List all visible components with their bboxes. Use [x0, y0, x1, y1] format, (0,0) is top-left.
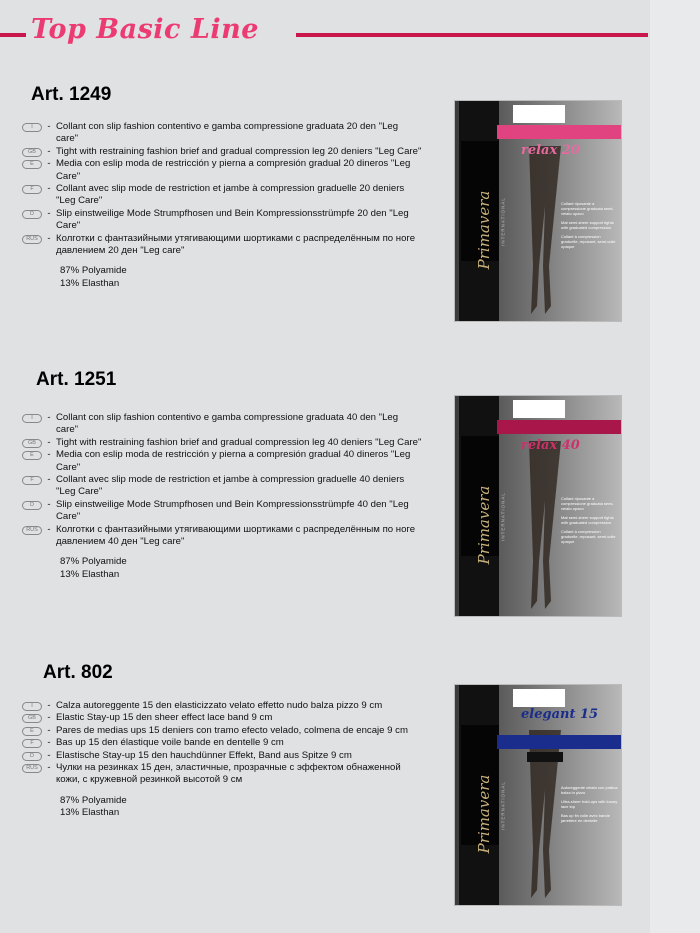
composition-line: 13% Elasthan [60, 277, 120, 289]
package-description [561, 496, 619, 548]
language-flag-icon: D [22, 501, 42, 510]
list-item [22, 499, 422, 524]
brand-sub: INTERNATIONAL [500, 492, 506, 541]
language-flag-icon: F [22, 739, 42, 748]
list-item [22, 437, 422, 449]
description-list [22, 121, 422, 290]
dash: - [47, 412, 51, 423]
product-package-image [454, 684, 622, 906]
description-text: Slip einstweilige Mode Strumpfhosen und Bein Kompressionsstrümpfe 20 den "Leg Care" [56, 207, 409, 232]
package-desc-line: Collant riposante a compressione graduata semi-velato opaco [561, 496, 614, 511]
description-text: Elastic Stay-up 15 den sheer effect lace band 9 cm [56, 712, 273, 724]
list-item [22, 524, 422, 549]
article-number: Art. 1249 [31, 84, 112, 105]
dash: - [47, 121, 51, 132]
language-flag-icon: F [22, 476, 42, 485]
description-text: Pares de medias ups 15 deniers con tramo efecto velado, colmena de encaje 9 cm [56, 724, 408, 736]
description-list [22, 412, 422, 581]
dash: - [47, 145, 51, 157]
package-window [513, 689, 565, 707]
list-item [22, 762, 422, 787]
header-rule-left [0, 33, 26, 37]
list-item [22, 158, 422, 183]
language-flag-icon: GB [22, 148, 42, 157]
package-desc-line: Collant à compression graduelle, reposant, semi-voile opaque [561, 529, 616, 544]
product-package-image [454, 395, 622, 617]
legs-illustration [525, 730, 565, 900]
dash: - [47, 712, 51, 724]
language-flag-icon: D [22, 210, 42, 219]
composition-line: 13% Elasthan [60, 807, 120, 819]
product-package-image [454, 100, 622, 322]
legs-illustration [525, 146, 565, 316]
composition [22, 265, 422, 290]
package-desc-line: Mat semi-sheer support tights with graduated compression [561, 220, 614, 230]
description-text: Collant con slip fashion contentivo e gamba compressione graduata 40 den "Leg care" [56, 412, 399, 436]
dash: - [47, 436, 51, 448]
list-item [22, 750, 422, 762]
article-number: Art. 802 [43, 662, 113, 683]
composition-line: 87% Polyamide [60, 556, 127, 568]
composition-line: 87% Polyamide [60, 265, 127, 277]
package-color-band [497, 420, 622, 434]
brand-name: Primavera [475, 774, 493, 854]
list-item [22, 233, 422, 258]
description-text: Колготки с фантазийными утягивающими шортиками с распределённым по ноге давлением 40 ден "Leg care" [56, 523, 416, 548]
header-rule-right [296, 33, 648, 37]
page-title: Top Basic Line [31, 14, 259, 45]
list-item [22, 725, 422, 737]
dash: - [47, 158, 51, 170]
dash: - [47, 762, 51, 774]
description-text: Collant con slip fashion contentivo e gamba compressione graduata 20 den "Leg care" [56, 121, 399, 145]
list-item [22, 737, 422, 749]
product-name: elegant 15 [521, 707, 599, 722]
description-text: Elastische Stay-up 15 den hauchdünner Effekt, Band aus Spitze 9 cm [56, 749, 352, 761]
description-list [22, 700, 422, 820]
legs-illustration [525, 441, 565, 611]
language-flag-icon: RUS [22, 235, 42, 244]
language-flag-icon: I [22, 702, 42, 711]
brand-name: Primavera [475, 485, 493, 565]
article-number: Art. 1251 [36, 369, 117, 390]
list-item [22, 474, 422, 499]
composition-line: 87% Polyamide [60, 794, 127, 806]
package-window [513, 105, 565, 123]
list-item [22, 700, 422, 712]
composition [22, 556, 422, 581]
brand-logo [461, 141, 506, 270]
package-desc-line: Collant riposante a compressione graduata semi-velato opaco [561, 201, 614, 216]
language-flag-icon: GB [22, 439, 42, 448]
dash: - [47, 474, 51, 486]
dash: - [47, 749, 51, 761]
dash: - [47, 498, 51, 510]
brand-sub: INTERNATIONAL [500, 197, 506, 246]
dash: - [47, 724, 51, 736]
dash: - [47, 523, 51, 535]
composition [22, 795, 422, 820]
language-flag-icon: RUS [22, 764, 42, 773]
dash: - [47, 449, 51, 461]
package-desc-line: Collant à compression graduelle, reposant, semi-voile opaque [561, 234, 616, 249]
list-item [22, 183, 422, 208]
brand-logo [461, 725, 506, 854]
description-text: Tight with restraining fashion brief and gradual compression leg 40 deniers "Leg Care" [56, 436, 422, 448]
list-item [22, 208, 422, 233]
description-text: Slip einstweilige Mode Strumpfhosen und Bein Kompressionsstrümpfe 40 den "Leg Care" [56, 498, 409, 523]
brand-name: Primavera [475, 190, 493, 270]
package-description [561, 201, 619, 253]
composition-line: 13% Elasthan [60, 568, 120, 580]
package-desc-line: Ultra-sheer hold-ups with luxury lace top [561, 799, 618, 809]
dash: - [47, 700, 51, 711]
dash: - [47, 232, 51, 244]
list-item [22, 712, 422, 724]
package-desc-line: Bas up fin voile avec bande jarretière en dentelle [561, 813, 610, 823]
language-flag-icon: E [22, 727, 42, 736]
description-text: Media con eslip moda de restricción y pierna a compresión gradual 40 dineros "Leg Care" [56, 449, 411, 473]
language-flag-icon: D [22, 752, 42, 761]
package-color-band [497, 735, 622, 749]
product-name: relax 20 [521, 143, 580, 158]
description-text: Collant avec slip mode de restriction et jambe à compression graduelle 20 deniers "Leg Care" [56, 183, 405, 207]
language-flag-icon: E [22, 451, 42, 460]
dash: - [47, 183, 51, 195]
dash: - [47, 737, 51, 749]
language-flag-icon: I [22, 414, 42, 423]
product-name: relax 40 [521, 438, 580, 453]
description-text: Колготки с фантазийными утягивающими шортиками с распределённым по ноге давлением 20 ден "Leg care" [56, 232, 416, 257]
package-desc-line: Mat semi-sheer support tights with graduated compression [561, 515, 614, 525]
language-flag-icon: RUS [22, 526, 42, 535]
dash: - [47, 207, 51, 219]
list-item [22, 121, 422, 146]
package-window [513, 400, 565, 418]
right-margin-strip [650, 0, 700, 933]
list-item [22, 412, 422, 437]
description-text: Чулки на резинках 15 ден, эластичные, прозрачные с эффектом обнаженной кожи, с кружевной резинкой высотой 9 см [56, 762, 401, 786]
list-item [22, 449, 422, 474]
package-desc-line: Autoreggente velato con pratica balza in pizzo [561, 785, 618, 795]
description-text: Tight with restraining fashion brief and gradual compression leg 20 deniers "Leg Care" [56, 145, 422, 157]
brand-sub: INTERNATIONAL [500, 781, 506, 830]
package-description [561, 785, 619, 827]
description-text: Media con eslip moda de restricción y pierna a compresión gradual 20 dineros "Leg Care" [56, 158, 411, 182]
brand-logo [461, 436, 506, 565]
description-text: Bas up 15 den élastique voile bande en dentelle 9 cm [56, 737, 284, 749]
language-flag-icon: E [22, 160, 42, 169]
description-text: Collant avec slip mode de restriction et jambe à compression graduelle 40 deniers "Leg Care" [56, 474, 405, 498]
language-flag-icon: I [22, 123, 42, 132]
list-item [22, 146, 422, 158]
language-flag-icon: F [22, 185, 42, 194]
description-text: Calza autoreggente 15 den elasticizzato velato effetto nudo balza pizzo 9 cm [56, 700, 383, 711]
language-flag-icon: GB [22, 714, 42, 723]
package-color-band [497, 125, 622, 139]
